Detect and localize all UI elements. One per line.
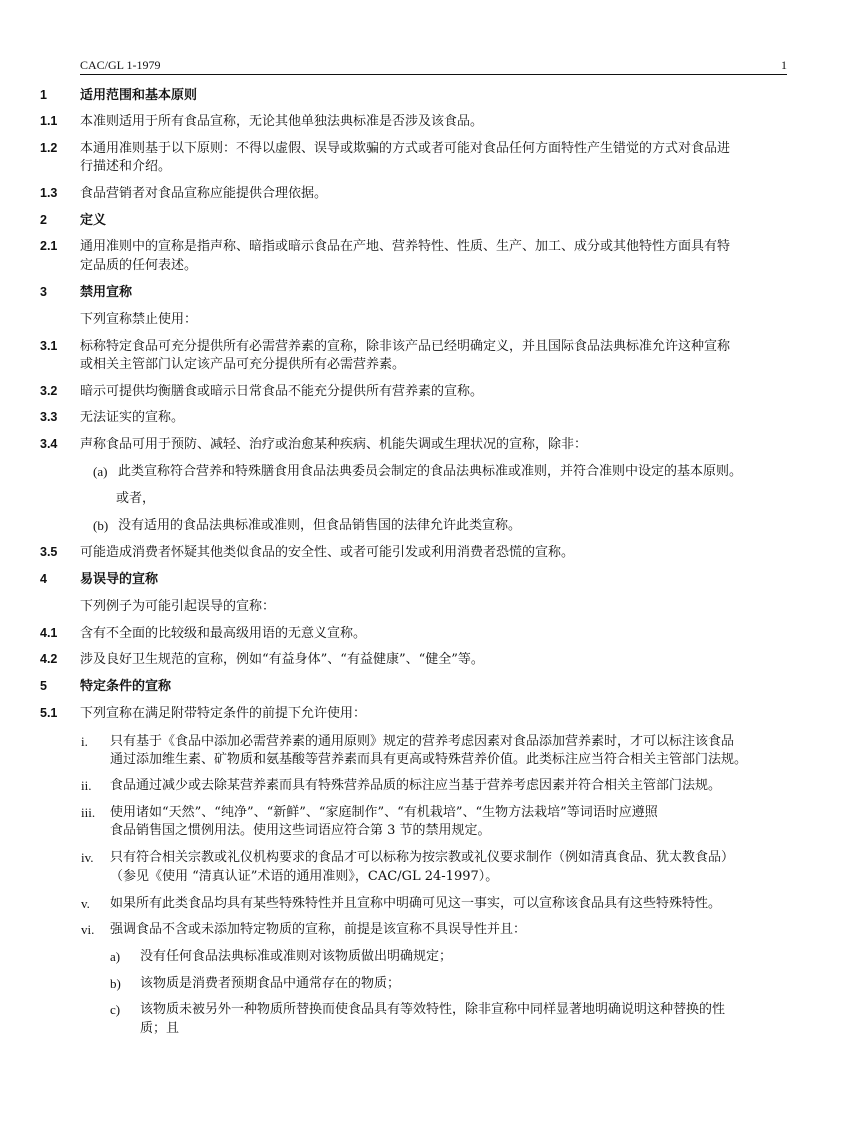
page-header (80, 58, 787, 74)
page-number: 1 (781, 58, 787, 72)
doc-code: CAC/GL 1-1979 (80, 58, 161, 72)
header-rule (80, 74, 787, 75)
document-page: CAC/GL 1-1979 1 1 适用范围和基本原则 1.1 本准则适用于所有食品宣称，无论其他单独法典标准是否涉及该食品。 1.2 本通用准则基于以下原则：不得以虚假、误导或欺骗的方式或者可能对食品任何方面特性产生错觉的方式对食品进 行描述和介绍。 1.3 食品营销者对食品宣称应能提供合理依据。 2 定义 2.1 通用准则中的宣称是指声称、暗指或暗示食品在产地、营养特性、性质、生产、加工、成分或其他特性方面具有特 定品质的任何表述。 3 禁用宣称 下列宣称禁止使用： 3.1 标称特定食品可充分提供所有必需营养素的宣称，除非该产品已经明确定义，并且国际食品法典标准允许这种宣称 或相关主管部门认定该产品可充分提供所有必需营养素。 3.2 暗示可提供均衡膳食或暗示日常食品不能充分提供所有营养素的宣称。 3.3 无法证实的宣称。 3.4 声称食品可用于预防、减轻、治疗或治愈某种疾病、机能失调或生理状况的宣称，除非： (a) 此类宣称符合营养和特殊膳食用食品法典委员会制定的食品法典标准或准则，并符合准则中设定的基本原则。 或者， (b) 没有适用的食品法典标准或准则，但食品销售国的法律允许此类宣称。 3.5 可能造成消费者怀疑其他类似食品的安全性、或者可能引发或利用消费者恐慌的宣称。 4 易误导的宣称 下列例子为可能引起误导的宣称： 4.1 含有不全面的比较级和最高级用语的无意义宣称。 4.2 涉及良好卫生规范的宣称，例如“有益身体”、“有益健康”、“健全”等。 5 特定条件的宣称 5.1 下列宣称在满足附带特定条件的前提下允许使用： i. 只有基于《食品中添加必需营养素的通用原则》规定的营养考虑因素对食品添加营养素时，才可以标注该食品 通过添加维生素、矿物质和氨基酸等营养素而具有更高或特殊营养价值。此类标注应当符合相关主管部门法规。 ii. 食品通过减少或去除某营养素而具有特殊营养品质的标注应当基于营养考虑因素并符合相关主管部门法规。 iii. 使用诸如“天然”、“纯净”、“新鲜”、“家庭制作”、“有机栽培”、“生物方法栽培”等词语时应遵照 食品销售国之惯例用法。使用这些词语应符合第 3 节的禁用规定。 iv. 只有符合相关宗教或礼仪机构要求的食品才可以标称为按宗教或礼仪要求制作（例如清真食品、犹太教食品） （参见《使用 “清真认证”术语的通用准则》，CAC/GL 24-1997）。 v. 如果所有此类食品均具有某些特殊特性并且宣称中明确可见这一事实，可以宣称该食品具有这些特殊特性。 vi. 强调食品不含或未添加特定物质的宣称，前提是该宣称不具误导性并且： a) 没有任何食品法典标准或准则对该物质做出明确规定； b) 该物质是消费者预期食品中通常存在的物质； c) 该物质未被另外一种物质所替换而使食品具有等效特性，除非宣称中同样显著地明确说明这种替换的性 质；且 (40, 58, 787, 1036)
